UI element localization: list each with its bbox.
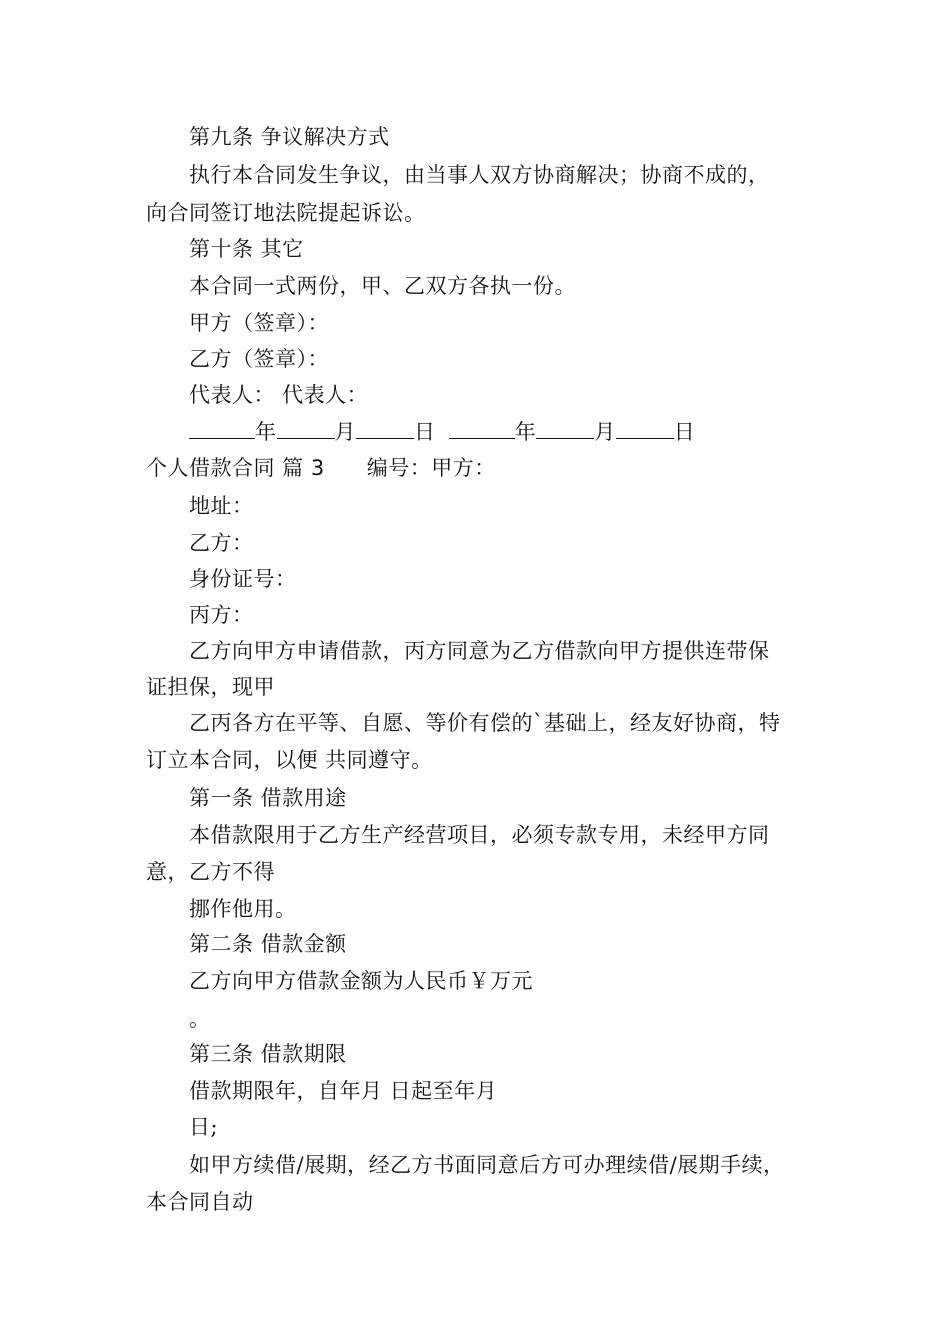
paragraph-line: 日; [189,1115,219,1139]
day-blank [356,418,414,439]
month-label: 月 [334,420,356,444]
year-label: 年 [255,420,277,444]
year-blank [449,418,515,439]
paragraph-line: 本借款限用于乙方生产经营项目，必须专款专用，未经甲方同 [189,823,770,847]
paragraph-line: 如甲方续借/展期，经乙方书面同意后方可办理续借/展期手续， [189,1153,785,1177]
party-b-signature: 乙方（签章）： [189,347,329,371]
paragraph-line: 本合同一式两份，甲、乙双方各执一份。 [189,274,576,298]
day-label: 日 [414,420,436,444]
representative-line: 代表人： 代表人： [189,383,369,407]
date-line [189,418,695,444]
section-title: 个人借款合同 篇 3 [146,456,325,480]
day-blank [616,418,674,439]
year-blank [189,418,255,439]
paragraph-line: 借款期限年，自年月 日起至年月 [189,1079,498,1103]
month-blank [536,418,594,439]
paragraph-line: 意，乙方不得 [146,860,275,884]
article-1-heading: 第一条 借款用途 [189,786,347,810]
section-header [146,455,496,481]
address-field: 地址： [189,494,254,518]
party-c-field: 丙方： [189,603,254,627]
article-2-heading: 第二条 借款金额 [189,932,347,956]
paragraph-line: 乙方向甲方借款金额为人民币￥万元 [189,969,533,993]
number-label: 编号： [366,456,432,480]
id-number-field: 身份证号： [189,567,297,591]
paragraph-line: 挪作他用。 [189,897,297,921]
month-blank [277,418,335,439]
paragraph-line: 本合同自动 [146,1190,254,1214]
paragraph-line: 证担保，现甲 [146,675,275,699]
paragraph-line: 乙丙各方在平等、自愿、等价有偿的`基础上，经友好协商，特 [189,711,781,735]
month-label: 月 [594,420,616,444]
article-9-heading: 第九条 争议解决方式 [189,125,390,149]
article-3-heading: 第三条 借款期限 [189,1042,347,1066]
party-a-signature: 甲方（签章）： [189,311,329,335]
day-label: 日 [673,420,696,444]
party-b-field: 乙方： [189,531,254,555]
article-10-heading: 第十条 其它 [189,237,304,261]
party-a-label: 甲方： [431,456,496,480]
year-label: 年 [514,420,537,444]
paragraph-line: 乙方向甲方申请借款，丙方同意为乙方借款向甲方提供连带保 [189,639,770,663]
paragraph-line: 。 [189,1007,211,1031]
paragraph-line: 执行本合同发生争议，由当事人双方协商解决；协商不成的， [189,163,770,187]
paragraph-line: 向合同签订地法院提起诉讼。 [146,201,426,225]
paragraph-line: 订立本合同，以便 共同遵守。 [146,748,433,772]
